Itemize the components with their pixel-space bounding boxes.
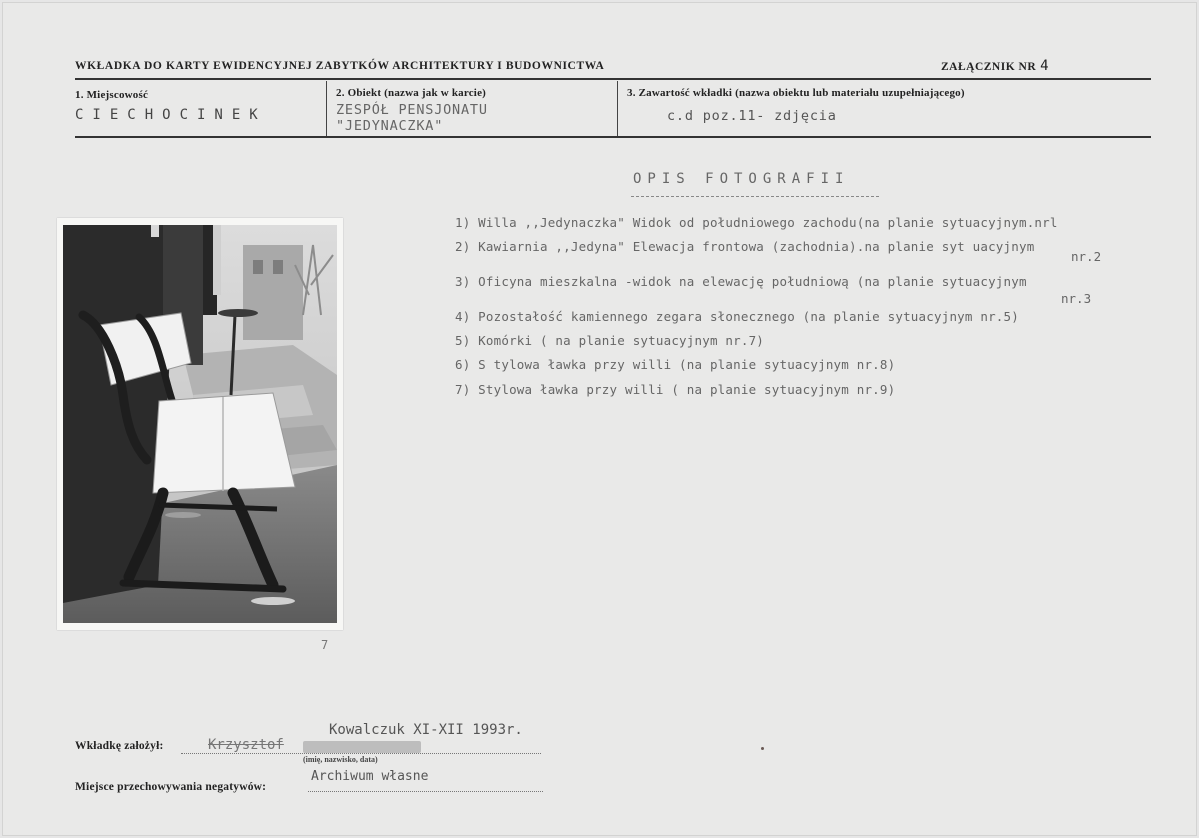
list-item: 5) Komórki ( na planie sytuacyjnym nr.7) — [455, 333, 765, 348]
fields-rule — [75, 136, 1151, 138]
photo-number: 7 — [321, 638, 329, 652]
object-value-line1: ZESPÓŁ PENSJONATU — [336, 102, 488, 118]
prepared-by-label: Wkładkę założył: — [75, 740, 164, 752]
prepared-by-caption: (imię, nazwisko, data) — [303, 755, 378, 764]
list-item: 2) Kawiarnia ,,Jedyna" Elewacja frontowa (zachodnia).na planie syt uacyjnym — [455, 239, 1035, 254]
paper-speck — [761, 747, 764, 750]
negatives-value: Archiwum własne — [311, 769, 429, 784]
prepared-by-line — [181, 753, 541, 754]
contents-value: c.d poz.11- zdjęcia — [667, 108, 837, 124]
negatives-label: Miejsce przechowywania negatywów: — [75, 781, 267, 793]
annex-label — [941, 58, 1049, 74]
object-value-line2: "JEDYNACZKA" — [336, 118, 444, 134]
photo-description-title: OPIS FOTOGRAFII — [633, 171, 850, 187]
bench-photograph — [57, 218, 343, 630]
photo-description-underline — [631, 196, 879, 197]
list-item: 4) Pozostałość kamiennego zegara słonecznego (na planie sytuacyjnym nr.5) — [455, 309, 1019, 324]
negatives-line — [308, 791, 543, 792]
list-item-suffix: nr.3 — [1061, 291, 1092, 306]
bench-photo-image — [63, 225, 337, 623]
field-divider-1 — [326, 81, 327, 137]
list-item-suffix: nr.2 — [1071, 249, 1102, 264]
annex-label-text: ZAŁĄCZNIK NR — [941, 61, 1037, 73]
object-label: 2. Obiekt (nazwa jak w karcie) — [336, 87, 487, 99]
list-item: 1) Willa ,,Jedynaczka" Widok od południowego zachodu(na planie sytuacyjnym.nrl — [455, 215, 1058, 230]
locality-label: 1. Miejscowość — [75, 89, 149, 101]
form-title: WKŁADKA DO KARTY EWIDENCYJNEJ ZABYTKÓW ARCHITEKTURY I BUDOWNICTWA — [75, 60, 605, 72]
locality-value: CIECHOCINEK — [75, 107, 267, 123]
object-value — [336, 102, 488, 134]
prepared-by-value: Krzysztof — [208, 737, 284, 753]
field-divider-2 — [617, 81, 618, 137]
list-item: 3) Oficyna mieszkalna -widok na elewację południową (na planie sytuacyjnym — [455, 274, 1027, 289]
list-item: 7) Stylowa ławka przy willi ( na planie sytuacyjnym nr.9) — [455, 382, 896, 397]
redacted-surname — [303, 741, 421, 753]
contents-label: 3. Zawartość wkładki (nazwa obiektu lub materiału uzupełniającego) — [627, 87, 965, 99]
annex-number: 4 — [1040, 58, 1050, 74]
list-item: 6) S tylowa ławka przy willi (na planie sytuacyjnym nr.8) — [455, 357, 896, 372]
record-card — [2, 2, 1197, 836]
prepared-by-value-2: Kowalczuk XI-XII 1993r. — [329, 722, 523, 738]
header-rule — [75, 78, 1151, 80]
